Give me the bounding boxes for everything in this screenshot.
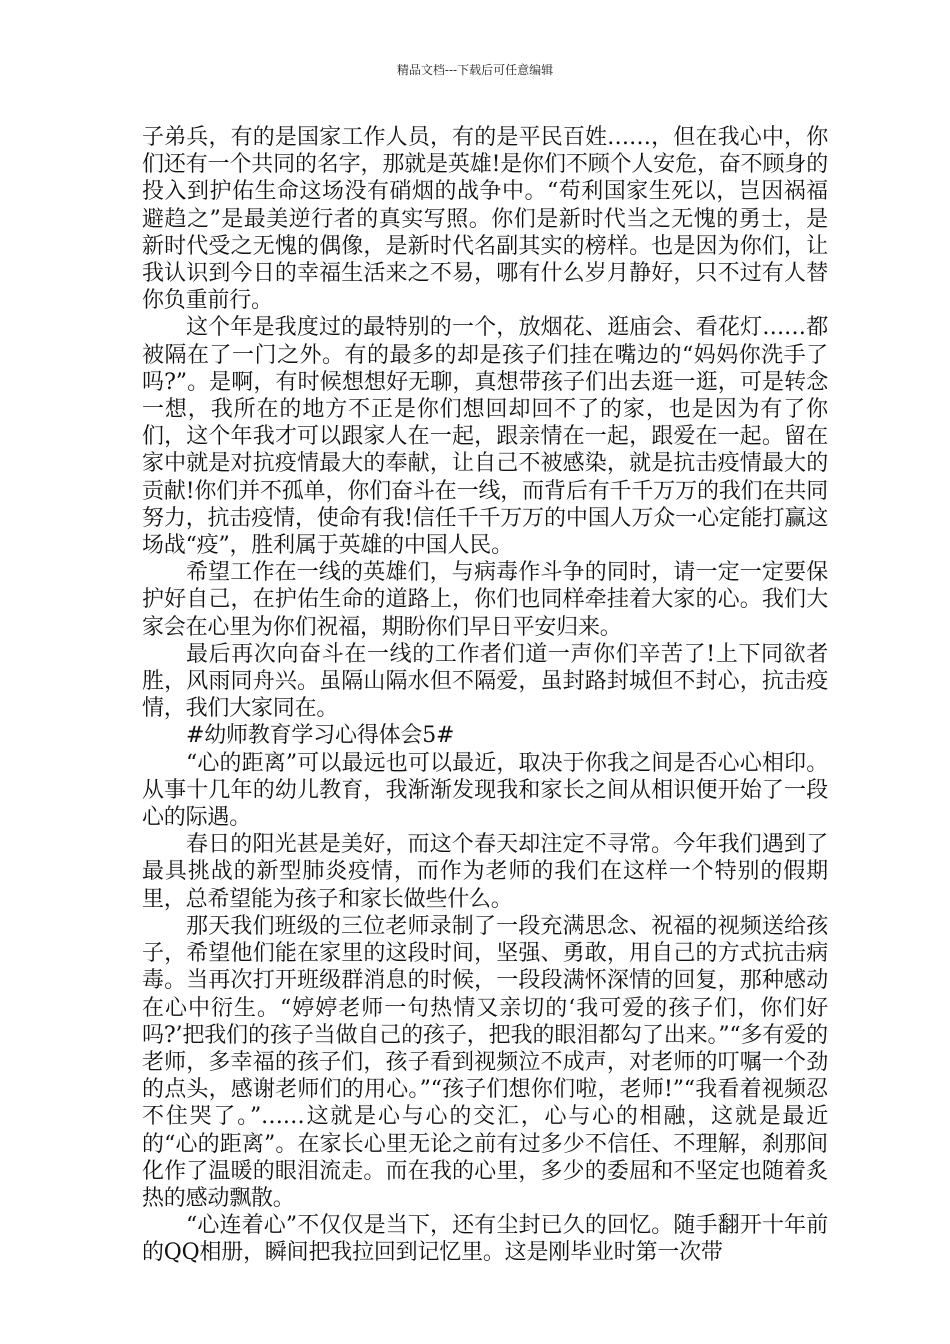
paragraph-5: “心的距离”可以最远也可以最近，取决于你我之间是否心心相印。从事十几年的幼儿教育，我渐渐发现我和家长之间从相识便开始了一段心的际遇。 (142, 750, 828, 831)
paragraph-8: “心连着心”不仅仅是当下，还有尘封已久的回忆。随手翻开十年前的QQ相册，瞬间把我拉回到记忆里。这是刚毕业时第一次带 (142, 1213, 828, 1266)
paragraph-3: 希望工作在一线的英雄们，与病毒作斗争的同时，请一定一定要保护好自己，在护佑生命的道路上，你们也同样牵挂着大家的心。我们大家会在心里为你们祝福，期盼你们早日平安归来。 (142, 560, 828, 640)
paragraph-7: 那天我们班级的三位老师录制了一段充满思念、祝福的视频送给孩子，希望他们能在家里的这段时间，坚强、勇敢，用自己的方式抗击病毒。当再次打开班级群消息的时候，一段段满怀深情的回复，那种感动在心中衍生。“婷婷老师一句热情又亲切的‘我可爱的孩子们，你们好吗?’把我们的孩子当做自己的孩子，把我的眼泪都勾了出来。”“多有爱的老师，多幸福的孩子们，孩子看到视频泣不成声，对老师的叮嘱一个劲的点头，感谢老师们的用心。”“孩子们想你们啦，老师!”“我看着视频忍不住哭了。”……这就是心与心的交汇，心与心的相融，这就是最近的“心的距离”。在家长心里无论之前有过多少不信任、不理解，刹那间化作了温暖的眼泪流走。而在我的心里，多少的委屈和不坚定也随着炙热的感动飘散。 (142, 913, 828, 1211)
paragraph-1: 子弟兵，有的是国家工作人员，有的是平民百姓……，但在我心中，你们还有一个共同的名字，那就是英雄!是你们不顾个人安危，奋不顾身的投入到护佑生命这场没有硝烟的战争中。“苟利国家生死以，岂因祸福避趋之”是最美逆行者的真实写照。你们是新时代当之无愧的勇士，是新时代受之无愧的偶像，是新时代名副其实的榜样。也是因为你们，让我认识到今日的幸福生活来之不易，哪有什么岁月静好，只不过有人替你负重前行。 (142, 125, 828, 314)
section-heading: #幼师教育学习心得体会5# (186, 723, 455, 749)
paragraph-4: 最后再次向奋斗在一线的工作者们道一声你们辛苦了!上下同欲者胜，风雨同舟兴。虽隔山隔水但不隔爱，虽封路封城但不封心，抗击疫情，我们大家同在。 (142, 641, 828, 722)
paragraph-2: 这个年是我度过的最特别的一个，放烟花、逛庙会、看花灯……都被隔在了一门之外。有的最多的却是孩子们挂在嘴边的“妈妈你洗手了吗?”。是啊，有时候想想好无聊，真想带孩子们出去逛一逛，可是转念一想，我所在的地方不正是你们想回却回不了的家，也是因为有了你们，这个年我才可以跟家人在一起，跟亲情在一起，跟爱在一起。留在家中就是对抗疫情最大的奉献，让自己不被感染，就是抗击疫情最大的贡献!你们并不孤单，你们奋斗在一线，而背后有千千万万的我们在共同努力，抗击疫情，使命有我!信任千千万万的中国人万众一心定能打赢这场战“疫”，胜利属于英雄的中国人民。 (142, 315, 828, 559)
paragraph-6: 春日的阳光甚是美好，而这个春天却注定不寻常。今年我们遇到了最具挑战的新型肺炎疫情，而作为老师的我们在这样一个特别的假期里，总希望能为孩子和家长做些什么。 (142, 832, 828, 912)
document-body (142, 124, 828, 1267)
page-header: 精品文档---下载后可任意编辑 (396, 63, 554, 77)
